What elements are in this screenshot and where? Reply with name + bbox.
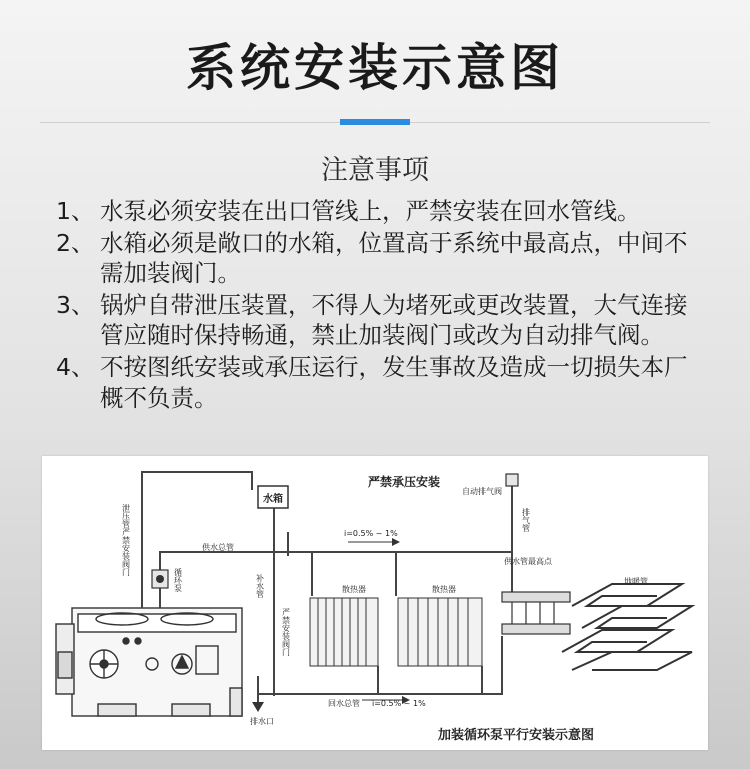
note-text: 不按图纸安装或承压运行，发生事故及造成一切损失本厂概不负责。 <box>100 352 688 412</box>
diagram-canvas <box>42 456 708 750</box>
return-main-label: 回水总管 <box>328 699 360 708</box>
no-valve-pipe-label: 严禁安装阀门 <box>281 608 291 656</box>
radiator-1-label: 散热器 <box>342 585 366 594</box>
note-number: 2、 <box>56 228 95 257</box>
floor-heating-coils <box>562 584 692 670</box>
relief-pipe-label: 泄压管严禁安装阀门 <box>121 504 131 576</box>
radiator-2 <box>398 598 482 666</box>
note-item <box>56 196 706 227</box>
water-tank <box>258 486 288 508</box>
note-number: 1、 <box>56 197 95 225</box>
note-number: 4、 <box>56 352 95 381</box>
installation-diagram <box>42 456 708 750</box>
slope-top-label: i=0.5% ~ 1% <box>344 529 398 538</box>
supply-highest-label: 供水管最高点 <box>504 557 552 566</box>
exhaust-pipe-label: 排气管 <box>521 508 531 532</box>
supply-main-label: 供水总管 <box>202 543 234 552</box>
drain-label: 排水口 <box>250 717 274 726</box>
drain-valve <box>252 702 264 712</box>
water-tank-label: 水箱 <box>263 494 283 505</box>
floor-heating-label: 地暖管 <box>624 577 648 586</box>
note-item <box>56 228 706 289</box>
accent-bar <box>340 119 410 125</box>
note-item <box>56 352 706 413</box>
makeup-pipe-label: 补水管 <box>255 574 265 598</box>
note-text: 水箱必须是敞口的水箱，位置高于系统中最高点，中间不需加装阀门。 <box>100 228 688 288</box>
no-pressure-label: 严禁承压安装 <box>368 475 441 489</box>
pump-label: 循环泵 <box>173 568 183 592</box>
page-title: 系统安装示意图 <box>186 39 564 97</box>
radiator-1 <box>310 598 378 666</box>
note-text: 水泵必须安装在出口管线上，严禁安装在回水管线。 <box>100 197 641 225</box>
slope-bottom-label: i=0.5% ~ 1% <box>372 699 426 708</box>
note-item <box>56 290 706 351</box>
radiator-2-label: 散热器 <box>432 585 456 594</box>
auto-vent-valve <box>506 474 518 486</box>
boiler <box>56 608 242 716</box>
note-number: 3、 <box>56 290 95 319</box>
floor-heating-manifold <box>502 592 570 634</box>
notes-list <box>56 196 706 414</box>
note-text: 锅炉自带泄压装置，不得人为堵死或更改装置，大气连接管应随时保持畅通，禁止加装阀门或改为自动排气阀。 <box>100 290 688 350</box>
auto-vent-label: 自动排气阀 <box>462 487 502 496</box>
circulation-pump <box>152 570 168 588</box>
notes-heading: 注意事项 <box>321 155 429 186</box>
diagram-caption: 加装循环泵平行安装示意图 <box>438 728 595 743</box>
